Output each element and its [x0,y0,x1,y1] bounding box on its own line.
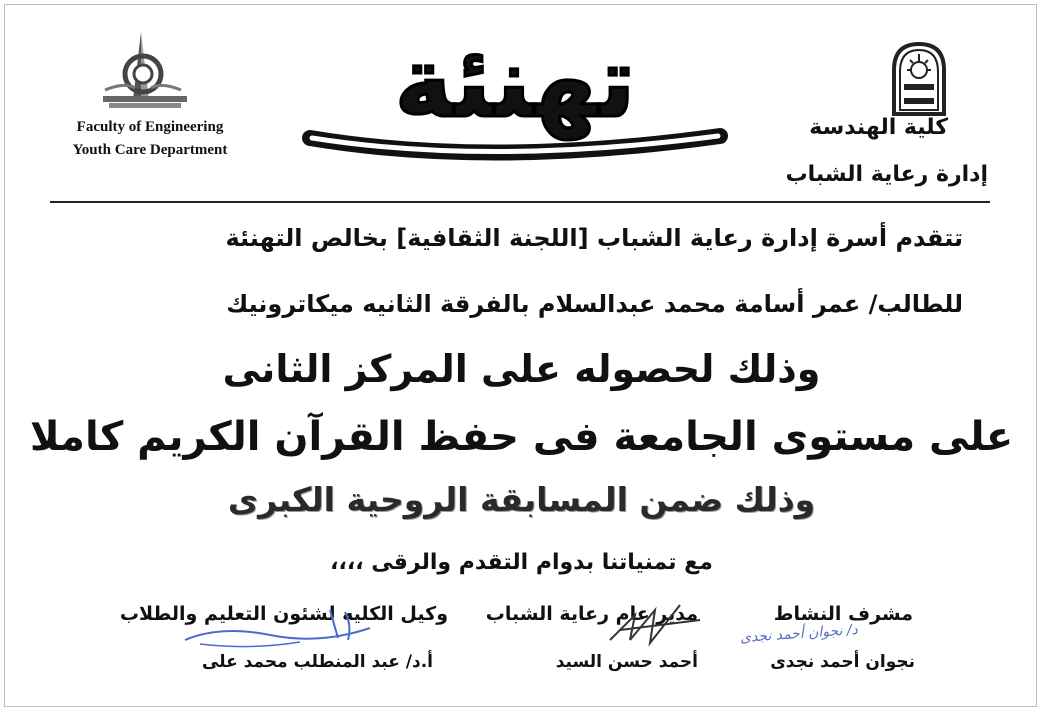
signature-title-vice-dean: وكيل الكليه لشئون التعليم والطلاب [119,603,448,625]
best-wishes-line: مع تمنياتنا بدوام التقدم والرقى ،،،، [330,550,713,575]
intro-line: تتقدم أسرة إدارة رعاية الشباب [اللجنة الثقافية] بخالص التهنئة [225,224,963,252]
competition-level-line: على مستوى الجامعة فى حفظ القرآن الكريم كاملا [29,414,1014,460]
achievement-line: وذلك لحصوله على المركز الثانى [222,347,821,391]
vice-dean-signature-scribble [180,600,380,660]
signature-title-youth-care-director: مدير عام رعاية الشباب [485,603,698,625]
signature-name-activity-supervisor: نجوان أحمد نجدى [770,652,915,672]
congratulations-title: تهنئة [394,26,636,140]
university-seal-logo [888,40,950,116]
signature-title-activity-supervisor: مشرف النشاط [773,603,913,625]
competition-name-line: وذلك ضمن المسابقة الروحية الكبرى [227,480,816,519]
student-line: للطالب/ عمر أسامة محمد عبدالسلام بالفرقة الثانيه ميكاترونيك [226,290,963,318]
faculty-name-ar: كلية الهندسة [809,115,948,140]
department-name-ar: إدارة رعاية الشباب [785,162,988,187]
handwritten-signature-note: د/ نجوان أحمد نجدى [739,621,859,647]
engineering-faculty-logo [95,30,195,115]
signature-name-youth-care-director: أحمد حسن السيد [555,652,698,672]
signature-name-vice-dean: أ.د/ عبد المنطلب محمد على [201,652,433,672]
department-name-en: Youth Care Department [72,142,228,158]
title-wordmark [290,18,740,178]
director-signature-scribble [600,595,710,655]
header-divider [50,201,990,203]
faculty-name-en: Faculty of Engineering [76,119,224,135]
